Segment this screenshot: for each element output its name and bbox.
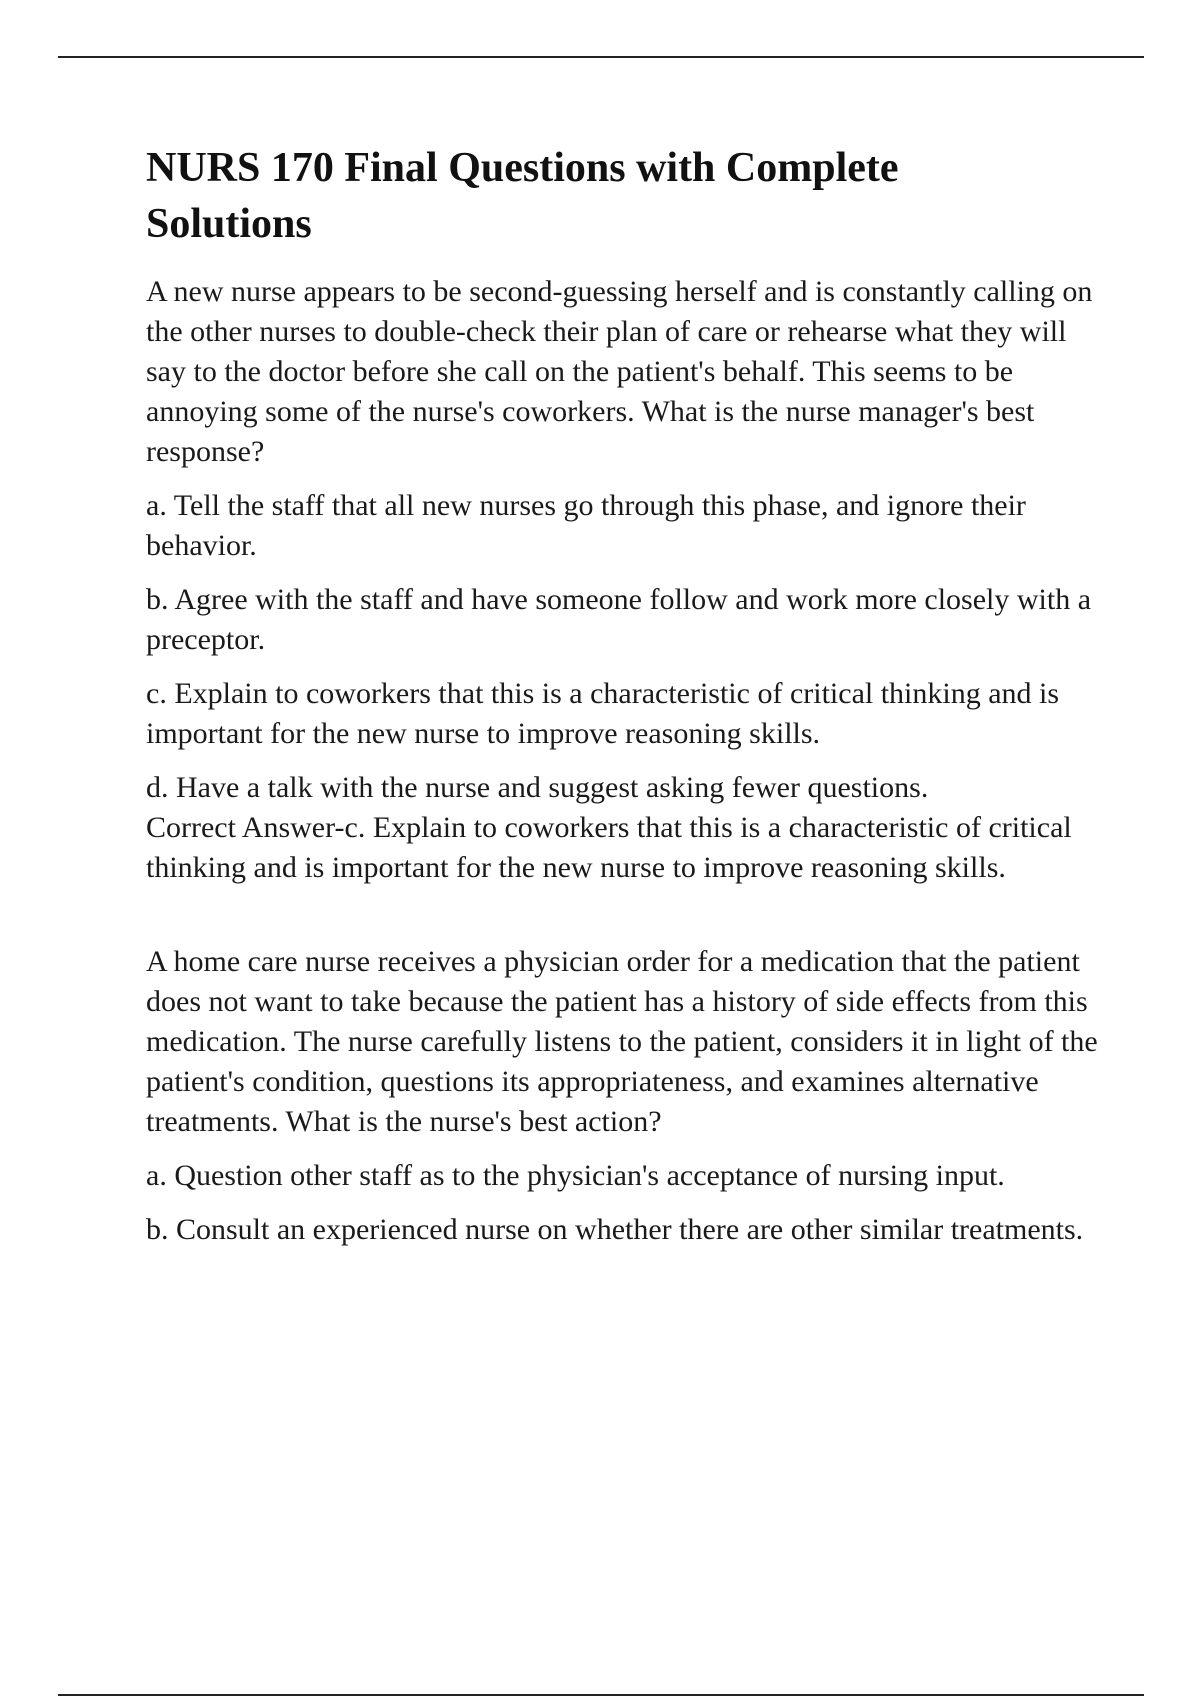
document-body	[146, 140, 1106, 1264]
question-1-option-d	[146, 768, 1106, 888]
top-rule	[58, 56, 1144, 58]
question-1-option-d-text: d. Have a talk with the nurse and suggest asking fewer questions.	[146, 771, 929, 804]
question-1-option-b: b. Agree with the staff and have someone follow and work more closely with a preceptor.	[146, 583, 1092, 656]
document-title: NURS 170 Final Questions with Complete Solutions	[146, 145, 899, 247]
question-1-option-c: c. Explain to coworkers that this is a characteristic of critical thinking and is important for the new nurse to improve reasoning skills.	[146, 677, 1060, 750]
question-1-stem: A new nurse appears to be second-guessing herself and is constantly calling on the other nurses to double-check their plan of care or rehearse what they will say to the doctor before she call on the patient's behalf. This seems to be annoying some of the nurse's coworkers. What is the nurse manager's best response?	[146, 275, 1093, 468]
question-2	[146, 942, 1106, 1250]
question-separator	[146, 888, 1106, 942]
bottom-rule	[58, 1694, 1144, 1696]
question-2-option-a: a. Question other staff as to the physician's acceptance of nursing input.	[146, 1159, 1005, 1192]
question-1	[146, 272, 1106, 888]
question-2-option-b: b. Consult an experienced nurse on whether there are other similar treatments.	[146, 1213, 1084, 1246]
question-1-option-a: a. Tell the staff that all new nurses go through this phase, and ignore their behavior.	[146, 489, 1026, 562]
question-1-correct-answer: Correct Answer-c. Explain to coworkers that this is a characteristic of critical thinking and is important for the new nurse to improve reasoning skills.	[146, 811, 1072, 884]
question-2-stem: A home care nurse receives a physician order for a medication that the patient does not want to take because the patient has a history of side effects from this medication. The nurse carefully listens to the patient, considers it in light of the patient's condition, questions its appropriateness, and examines alternative treatments. What is the nurse's best action?	[146, 945, 1098, 1138]
